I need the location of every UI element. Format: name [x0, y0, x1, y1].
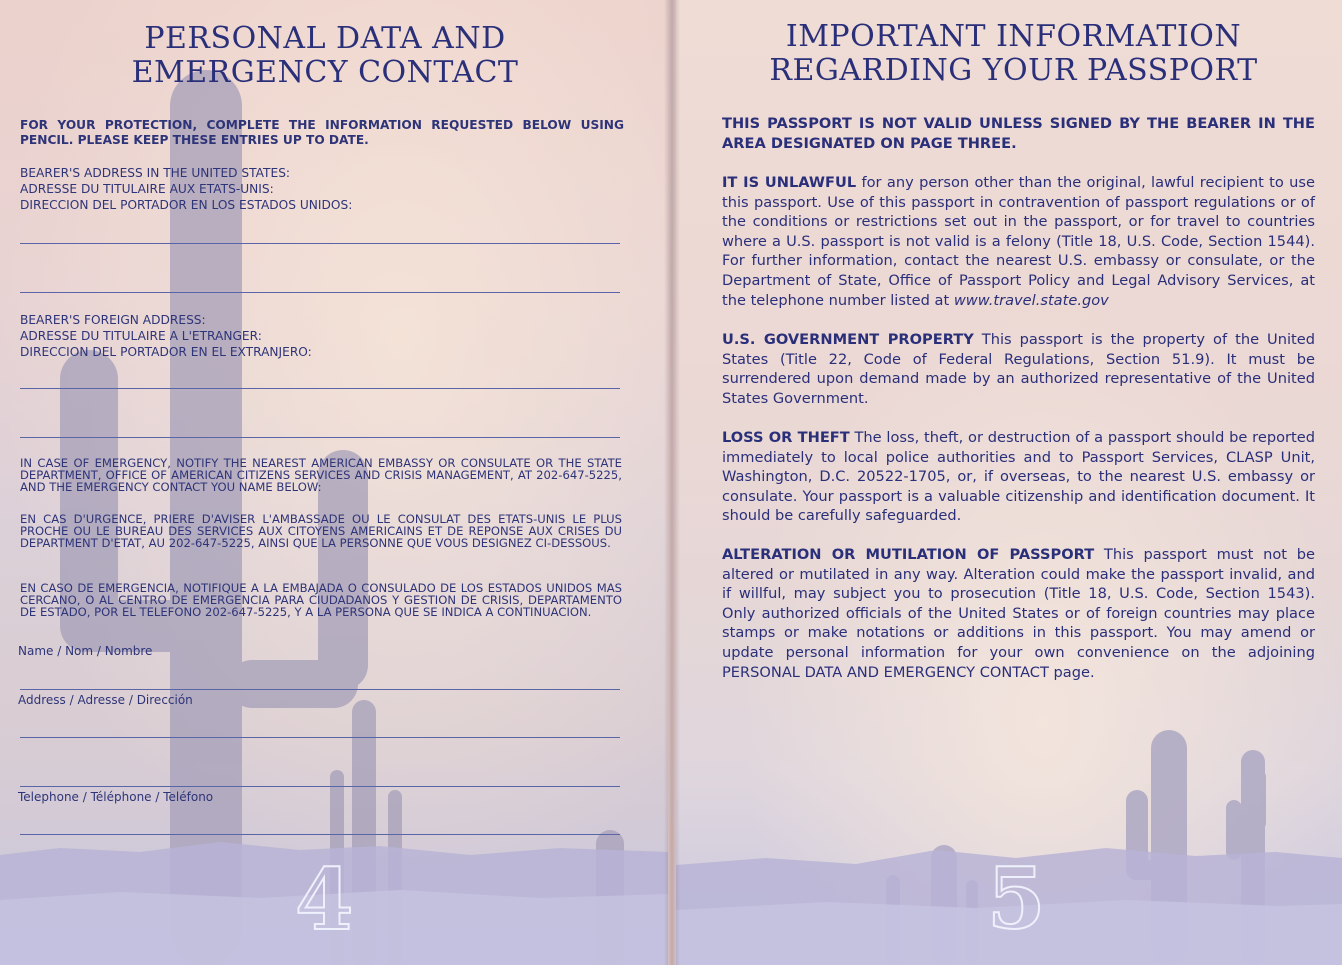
right-page: [676, 0, 1342, 965]
emergency-telephone-line[interactable]: [20, 834, 620, 835]
left-page-title: [60, 22, 590, 90]
us-address-line-2[interactable]: [20, 292, 620, 293]
binding-gutter: [664, 0, 680, 965]
label-line: DIRECCION DEL PORTADOR EN EL EXTRANJERO:: [20, 345, 312, 359]
label-line: ADRESSE DU TITULAIRE A L'ETRANGER:: [20, 329, 262, 343]
emergency-notice-english: IN CASE OF EMERGENCY, NOTIFY THE NEAREST AMERICAN EMBASSY OR CONSULATE OR THE STATE DEPARTMENT, OFFICE OF AMERICAN CITIZENS SERVICES AND CRISIS MANAGEMENT, AT 202-647-5225, AND THE EMERGENCY CONTACT YOU NAME BELOW:: [20, 456, 622, 494]
left-page: [0, 0, 668, 965]
protection-instructions: FOR YOUR PROTECTION, COMPLETE THE INFORMATION REQUESTED BELOW USING PENCIL. PLEASE KEEP THESE ENTRIES UP TO DATE.: [20, 118, 624, 147]
us-address-line-1[interactable]: [20, 243, 620, 244]
section-body: The loss, theft, or destruction of a passport should be reported immediately to local police authorities and to Passport Services, CLASP Unit, Washington, D.C. 20522-1705, or, if overseas, to the nearest U.S. embassy or consulate. Your passport is a valuable citizenship and identification document. It should be carefully safeguarded.: [722, 429, 1315, 525]
right-page-title: [736, 20, 1291, 88]
signature-notice: THIS PASSPORT IS NOT VALID UNLESS SIGNED BY THE BEARER IN THE AREA DESIGNATED ON PAGE THREE.: [722, 115, 1315, 152]
emergency-notice-spanish: EN CASO DE EMERGENCIA, NOTIFIQUE A LA EMBAJADA O CONSULADO DE LOS ESTADOS UNIDOS MAS CERCANO, O AL CENTRO DE EMERGENCIA PARA CIUDADANOS Y GESTION DE CRISIS, DEPARTAMENTO DE ESTADO, POR EL TELEFONO 202-647-5225, Y A LA PERSONA QUE SE INDICA A CONTINUACION.: [20, 581, 622, 619]
title-line: PERSONAL DATA AND: [144, 21, 506, 56]
alteration-section: [722, 545, 1315, 682]
page-number: 4: [295, 850, 354, 949]
label-line: BEARER'S ADDRESS IN THE UNITED STATES:: [20, 166, 291, 180]
foreign-address-label: [20, 312, 580, 360]
state-department-url: www.travel.state.gov: [953, 291, 1109, 309]
foreign-address-line-2[interactable]: [20, 437, 620, 438]
section-heading: ALTERATION OR MUTILATION OF PASSPORT: [722, 546, 1095, 563]
page-number: 5: [987, 849, 1046, 948]
emergency-telephone-label: Telephone / Téléphone / Teléfono: [18, 790, 214, 804]
foreign-address-line-1[interactable]: [20, 388, 620, 389]
section-heading: LOSS OR THEFT: [722, 429, 850, 446]
loss-or-theft-section: [722, 428, 1315, 526]
unlawful-use-section: [722, 173, 1315, 310]
section-body: for any person other than the original, lawful recipient to use this passport. Use of this passport in contravention of passport regulations or of the conditions or restrictions set out in the passport, or for travel to countries where a U.S. passport is not valid is a felony (Title 18, U.S. Code, Section 1544). For further information, contact the nearest U.S. embassy or consulate, or the Department of State, Office of Passport Policy and Legal Advisory Services, at the telephone number listed at: [722, 174, 1315, 309]
us-address-label: [20, 165, 580, 213]
section-heading: IT IS UNLAWFUL: [722, 174, 857, 191]
section-heading: U.S. GOVERNMENT PROPERTY: [722, 331, 974, 348]
label-line: DIRECCION DEL PORTADOR EN LOS ESTADOS UNIDOS:: [20, 198, 353, 212]
emergency-name-line[interactable]: [20, 689, 620, 690]
emergency-name-label: Name / Nom / Nombre: [18, 644, 153, 658]
title-line: REGARDING YOUR PASSPORT: [769, 53, 1258, 88]
section-body: This passport must not be altered or mutilated in any way. Alteration could make the passport invalid, and if willful, may subject you to prosecution (Title 18, U.S. Code, Section 1543). Only authorized officials of the United States or of foreign countries may place stamps or make notations or additions in this passport. You may amend or update personal information for your own convenience on the adjoining PERSONAL DATA AND EMERGENCY CONTACT page.: [722, 546, 1315, 681]
emergency-address-label: Address / Adresse / Dirección: [18, 693, 193, 707]
emergency-address-line-1[interactable]: [20, 737, 620, 738]
label-line: BEARER'S FOREIGN ADDRESS:: [20, 313, 206, 327]
government-property-section: [722, 330, 1315, 408]
title-line: IMPORTANT INFORMATION: [785, 19, 1242, 54]
emergency-notice-french: EN CAS D'URGENCE, PRIERE D'AVISER L'AMBASSADE OU LE CONSULAT DES ETATS-UNIS LE PLUS PROCHE OU LE BUREAU DES SERVICES AUX CITOYENS AMERICAINS ET DE REPONSE AUX CRISES DU DEPARTMENT D'ETAT, AU 202-647-5225, AINSI QUE LA PERSONNE QUE VOUS DESIGNEZ CI-DESSOUS.: [20, 512, 622, 550]
title-line: EMERGENCY CONTACT: [131, 55, 519, 90]
section-body: This passport is the property of the United States (Title 22, Code of Federal Regulations, Section 51.9). It must be surrendered upon demand made by an authorized representative of the United States Government.: [722, 331, 1315, 407]
label-line: ADRESSE DU TITULAIRE AUX ETATS-UNIS:: [20, 182, 274, 196]
emergency-address-line-2[interactable]: [20, 786, 620, 787]
